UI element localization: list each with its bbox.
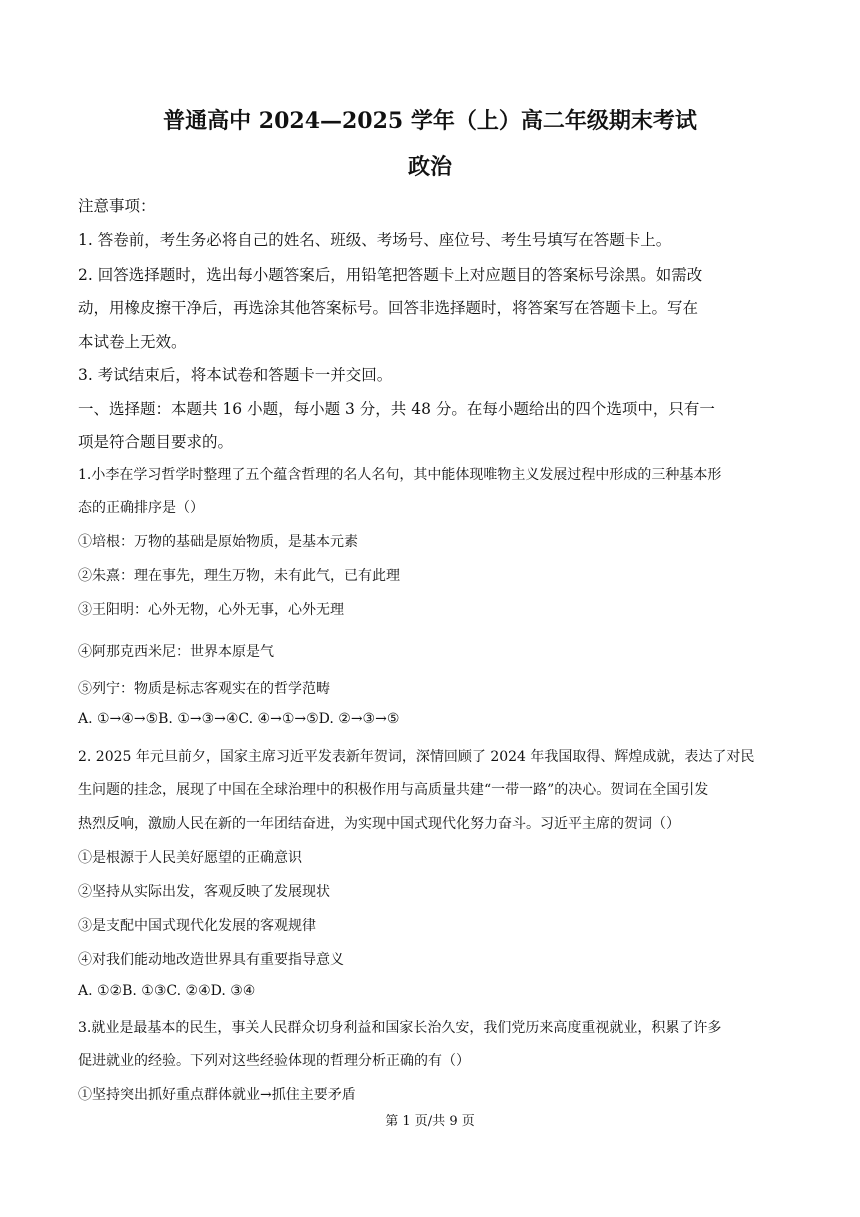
q2-stem-line-3: 热烈反响，激励人民在新的一年团结奋进，为实现中国式现代化努力奋斗。习近平主席的贺词（） <box>78 816 680 832</box>
section-heading-line-1: 一、选择题：本题共 16 小题，每小题 3 分，共 48 分。在每小题给出的四个选项中，只有一 <box>78 400 715 418</box>
page-footer: 第 1 页/共 9 页 <box>385 1114 475 1129</box>
q3-option-1: ①坚持突出抓好重点群体就业→抓住主要矛盾 <box>78 1087 356 1103</box>
q3-stem-line-2: 促进就业的经验。下列对这些经验体现的哲理分析正确的有（） <box>78 1053 470 1069</box>
note-item-3: 3. 考试结束后，将本试卷和答题卡一并交回。 <box>78 366 393 384</box>
q1-option-4: ④阿那克西米尼：世界本原是气 <box>78 644 274 660</box>
q2-option-3: ③是支配中国式现代化发展的客观规律 <box>78 918 316 934</box>
note-item-2-line-2: 动，用橡皮擦干净后，再选涂其他答案标号。回答非选择题时，将答案写在答题卡上。写在 <box>78 299 699 317</box>
q2-stem-line-1: 2. 2025 年元旦前夕，国家主席习近平发表新年贺词，深情回顾了 2024 年我国取得、辉煌成就，表达了对民 <box>78 749 755 765</box>
q2-option-1: ①是根源于人民美好愿望的正确意识 <box>78 850 302 866</box>
section-heading-line-2: 项是符合题目要求的。 <box>78 433 234 451</box>
q1-choices: A. ①→④→⑤B. ①→③→④C. ④→①→⑤D. ②→③→⑤ <box>78 711 400 727</box>
q2-choices: A. ①②B. ①③C. ②④D. ③④ <box>78 983 256 999</box>
q1-option-3: ③王阳明：心外无物，心外无事，心外无理 <box>78 602 344 618</box>
q1-stem-line-1: 1.小李在学习哲学时整理了五个蕴含哲理的名人名句，其中能体现唯物主义发展过程中形成的三种基本形 <box>78 467 722 483</box>
q1-stem-line-2: 态的正确排序是（） <box>78 500 204 516</box>
q2-option-4: ④对我们能动地改造世界具有重要指导意义 <box>78 952 344 968</box>
note-item-2-line-1: 2. 回答选择题时，选出每小题答案后，用铅笔把答题卡上对应题目的答案标号涂黑。如需改 <box>78 266 703 284</box>
notes-heading: 注意事项： <box>78 197 156 215</box>
q1-option-1: ①培根：万物的基础是原始物质，是基本元素 <box>78 534 358 550</box>
note-item-2-line-3: 本试卷上无效。 <box>78 333 187 351</box>
q3-stem-line-1: 3.就业是最基本的民生，事关人民群众切身利益和国家长治久安，我们党历来高度重视就业，积累了许多 <box>78 1020 722 1036</box>
q1-option-2: ②朱熹：理在事先，理生万物，未有此气，已有此理 <box>78 568 400 584</box>
exam-subject: 政治 <box>407 154 452 180</box>
note-item-1: 1. 答卷前，考生务必将自己的姓名、班级、考场号、座位号、考生号填写在答题卡上。 <box>78 231 672 249</box>
q2-option-2: ②坚持从实际出发，客观反映了发展现状 <box>78 884 330 900</box>
q2-stem-line-2: 生问题的挂念，展现了中国在全球治理中的积极作用与高质量共建“一带一路”的决心。贺词在全国引发 <box>78 782 709 798</box>
q1-option-5: ⑤列宁：物质是标志客观实在的哲学范畴 <box>78 681 330 697</box>
exam-title: 普通高中 2024—2025 学年（上）高二年级期末考试 <box>163 108 697 134</box>
